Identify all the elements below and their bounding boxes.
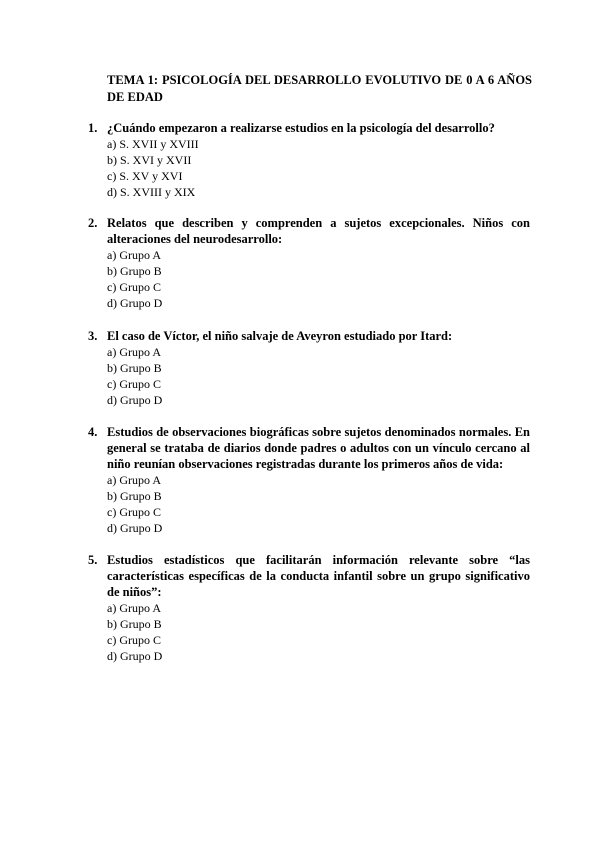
option-d: d) Grupo D — [107, 649, 163, 663]
option-d: d) Grupo D — [107, 296, 163, 310]
option-list — [107, 344, 507, 408]
option-list — [107, 472, 507, 536]
option-c: c) Grupo C — [107, 377, 161, 391]
option-list — [107, 136, 507, 200]
question-number: 2. — [88, 216, 98, 230]
option-b: b) S. XVI y XVII — [107, 153, 192, 167]
option-c: c) Grupo C — [107, 633, 161, 647]
option-c: c) S. XV y XVI — [107, 169, 183, 183]
option-a: a) Grupo A — [107, 345, 161, 359]
question-number: 3. — [88, 329, 98, 343]
option-b: b) Grupo B — [107, 361, 162, 375]
option-b: b) Grupo B — [107, 264, 162, 278]
option-a: a) Grupo A — [107, 248, 161, 262]
option-d: d) Grupo D — [107, 393, 163, 407]
question-number: 1. — [88, 121, 98, 135]
option-b: b) Grupo B — [107, 617, 162, 631]
question-text: Estudios de observaciones biográficas sobre sujetos denominados normales. En general se trataba de diarios donde padres o adultos con un vínculo cercano al niño reunían observaciones registradas durante los primeros años de vida: — [107, 425, 530, 471]
option-b: b) Grupo B — [107, 489, 162, 503]
option-d: d) Grupo D — [107, 521, 163, 535]
option-list — [107, 600, 507, 664]
question-text: Estudios estadísticos que facilitarán información relevante sobre “las características específicas de la conducta infantil sobre un grupo significativo de niños”: — [107, 553, 530, 599]
option-c: c) Grupo C — [107, 280, 161, 294]
question-text: El caso de Víctor, el niño salvaje de Aveyron estudiado por Itard: — [107, 329, 453, 343]
question-text: ¿Cuándo empezaron a realizarse estudios en la psicología del desarrollo? — [107, 121, 495, 135]
option-d: d) S. XVIII y XIX — [107, 185, 196, 199]
question-number: 5. — [88, 553, 98, 567]
option-a: a) Grupo A — [107, 473, 161, 487]
question-text: Relatos que describen y comprenden a sujetos excepcionales. Niños con alteraciones del neurodesarrollo: — [107, 216, 530, 246]
option-a: a) S. XVII y XVIII — [107, 137, 199, 151]
option-a: a) Grupo A — [107, 601, 161, 615]
question-number: 4. — [88, 425, 98, 439]
document-title: TEMA 1: PSICOLOGÍA DEL DESARROLLO EVOLUTIVO DE 0 A 6 AÑOS DE EDAD — [107, 73, 532, 104]
option-list — [107, 247, 507, 311]
option-c: c) Grupo C — [107, 505, 161, 519]
